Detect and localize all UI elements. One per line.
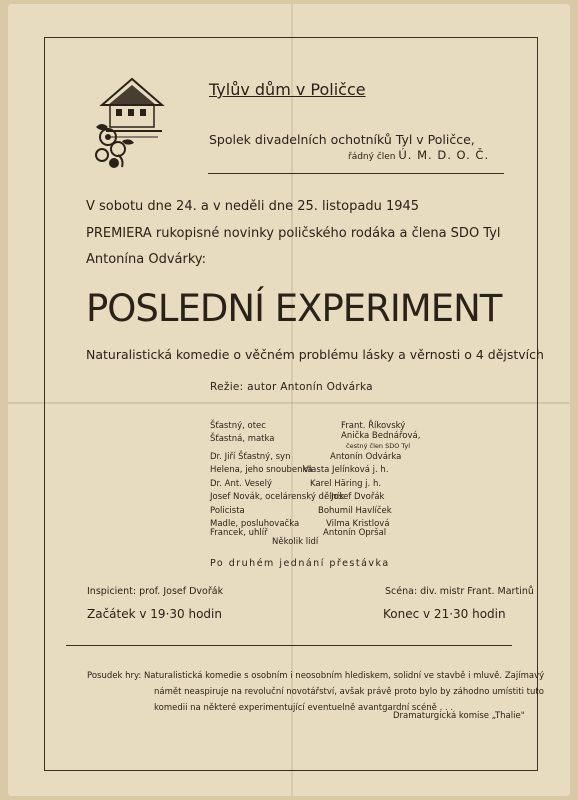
review-signature: Dramaturgická komise „Thalie" xyxy=(393,711,525,721)
author-line: Antonína Odvárky: xyxy=(86,252,207,267)
cast-role: Helena, jeho snoubenka xyxy=(210,465,313,475)
cast-role: Madle, posluhovačka xyxy=(210,519,300,529)
review-text xyxy=(87,668,544,716)
intermission-line: Po druhém jednání přestávka xyxy=(210,558,390,569)
review-line: Posudek hry: Naturalistická komedie s osobním i neosobním hlediskem, solidní ve stavbě i mluvě. Zajímavý xyxy=(87,671,545,681)
cast-actor: Vlasta Jelínková j. h. xyxy=(303,465,389,475)
cast-role: Šťastná, matka xyxy=(210,434,275,444)
membership-line xyxy=(348,148,489,162)
review-line: komedii na některé experimentující eventuelně avantgardní scéně . . . xyxy=(154,703,454,713)
cast-actor: Antonín Odvárka xyxy=(330,452,402,462)
society-name: Spolek divadelních ochotníků Tyl v Poličce, xyxy=(209,132,475,147)
cast-actor: Antonín Opršal xyxy=(323,528,387,538)
play-subtitle: Naturalistická komedie o věčném problému lásky a věrnosti o 4 dějstvích xyxy=(86,347,544,362)
cast-actor: Josef Dvořák xyxy=(331,492,385,502)
cast-note: čestný člen SDO Tyl xyxy=(346,442,411,450)
scene-line: Scéna: div. mistr Frant. Martinů xyxy=(385,586,534,597)
cast-actor: Bohumil Havlíček xyxy=(318,506,392,516)
membership-org: Ú. M. D. O. Č. xyxy=(398,148,490,162)
membership-prefix: řádný člen xyxy=(348,152,396,162)
review-line: námět neaspiruje na revoluční novotářství, avšak právě proto bylo by záhodno umístiti tuto xyxy=(154,687,544,697)
play-title: POSLEDNÍ EXPERIMENT xyxy=(86,287,502,330)
premiere-line: PREMIERA rukopisné novinky poličského rodáka a člena SDO Tyl xyxy=(86,226,501,241)
theatre-house-title: Tylův dům v Poličce xyxy=(209,80,366,99)
cast-actor: Frant. Říkovský xyxy=(341,421,406,431)
start-time: Začátek v 19·30 hodin xyxy=(87,607,222,621)
director-line: Režie: autor Antonín Odvárka xyxy=(210,381,373,393)
cast-role: Josef Novák, ocelárenský dělník xyxy=(210,492,345,502)
cast-role: Policista xyxy=(210,506,245,516)
cast-role: Šťastný, otec xyxy=(210,421,266,431)
cast-actor: Vilma Kristlová xyxy=(326,519,390,529)
extras-line: Několik lidí xyxy=(272,537,319,547)
cast-role: Dr. Jiří Šťastný, syn xyxy=(210,452,291,462)
cast-actor: Anička Bednářová, xyxy=(341,431,421,441)
inspicient-line: Inspicient: prof. Josef Dvořák xyxy=(87,586,224,597)
review-divider xyxy=(66,645,512,646)
header-divider xyxy=(208,173,504,174)
end-time: Konec v 21·30 hodin xyxy=(383,607,506,621)
date-line: V sobotu dne 24. a v neděli dne 25. listopadu 1945 xyxy=(86,199,420,214)
cast-role: Dr. Ant. Veselý xyxy=(210,479,273,489)
cast-role: Francek, uhlíř xyxy=(210,528,268,538)
house-with-flowers-emblem-icon xyxy=(88,75,170,173)
cast-actor: Karel Häring j. h. xyxy=(310,479,382,489)
